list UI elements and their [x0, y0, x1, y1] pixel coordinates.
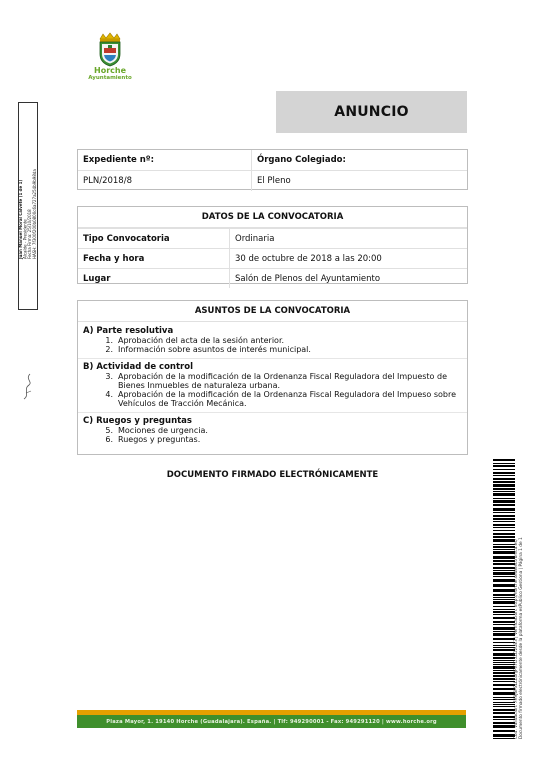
- datos-convocatoria-table: [77, 206, 468, 284]
- list-item: [83, 435, 462, 444]
- asuntos-content: [78, 322, 467, 444]
- page-title: ANUNCIO: [276, 91, 467, 133]
- list-item: [83, 336, 462, 345]
- organo-label: Órgano Colegiado:: [257, 155, 346, 165]
- section-divider: [78, 358, 467, 359]
- expediente-header-row: [78, 150, 467, 170]
- item-number: 6.: [105, 435, 113, 445]
- item-text: Información sobre asuntos de interés municipal.: [118, 345, 311, 355]
- list-item: [83, 426, 462, 435]
- row-label: Tipo Convocatoria: [78, 229, 230, 248]
- expediente-value-row: [78, 170, 467, 191]
- signature-text: [19, 103, 39, 263]
- item-text: Aprobación de la modificación de la Ordenanza Fiscal Reguladora del Impuesto de Bienes Inmuebles de naturaleza urbana.: [118, 371, 447, 390]
- table-row: [78, 268, 467, 288]
- signature-stamp: [18, 102, 38, 310]
- item-text: Aprobación de la modificación de la Ordenanza Fiscal Reguladora del Impueso sobre Vehículos de Tracción Mecánica.: [118, 390, 457, 409]
- organo-value: El Pleno: [257, 176, 291, 186]
- asuntos-title: ASUNTOS DE LA CONVOCATORIA: [78, 301, 467, 322]
- signature-signer: Juan Manuel Moral Calvete (1 de 1): [18, 179, 23, 259]
- footer-bar: Plaza Mayor, 1. 19140 Horche (Guadalajara). España. | Tlf: 949290001 - Fax: 949291120 | www.horche.org: [77, 715, 466, 728]
- table-row: [78, 228, 467, 248]
- list-item: [83, 390, 462, 409]
- signed-notice: DOCUMENTO FIRMADO ELECTRÓNICAMENTE: [166, 470, 379, 480]
- section-parte-resolutiva: [83, 326, 462, 355]
- item-number: 2.: [105, 345, 113, 355]
- item-number: 3.: [105, 371, 113, 381]
- section-actividad-control: [83, 362, 462, 409]
- crest-icon: [88, 32, 132, 68]
- datos-title: DATOS DE LA CONVOCATORIA: [78, 207, 467, 228]
- validation-text: [514, 459, 532, 739]
- signature-mark-icon: [21, 371, 35, 401]
- row-label: Fecha y hora: [78, 249, 230, 268]
- barcode-icon: [493, 459, 515, 739]
- expediente-label: Expediente nº:: [78, 150, 252, 170]
- validation-line-2: Documento firmado electrónicamente desde la plataforma esPublico Gestiona | Página 1 de 1: [519, 537, 524, 739]
- row-value: 30 de octubre de 2018 a las 20:00: [235, 253, 382, 264]
- expediente-table: [77, 149, 468, 190]
- validation-line-1: Cód. Validación: 7R9J6PSLLZ4hJPXYD5ZD2UE3 | Verificación: http://horche.sedelectronica.es/: [514, 539, 519, 739]
- list-item: [83, 372, 462, 391]
- section-divider: [78, 412, 467, 413]
- item-text: Ruegos y preguntas.: [118, 435, 201, 445]
- signature-hash: HASH: 7f300f200b0800c6a727a254b9b98da: [31, 169, 37, 259]
- section-ruegos-preguntas: [83, 416, 462, 445]
- expediente-value: PLN/2018/8: [78, 171, 252, 191]
- section-title: C) Ruegos y preguntas: [83, 415, 192, 426]
- item-text: Aprobación del acta de la sesión anterior.: [118, 336, 285, 345]
- section-title: B) Actividad de control: [83, 361, 193, 372]
- item-number: 1.: [105, 336, 113, 345]
- asuntos-convocatoria-box: [77, 300, 468, 455]
- item-text: Mociones de urgencia.: [118, 425, 208, 435]
- logo-name: Horche: [94, 66, 126, 75]
- section-title: A) Parte resolutiva: [83, 326, 174, 336]
- signature-role: Alcalde - Presidente: [22, 219, 28, 259]
- item-number: 5.: [105, 425, 113, 435]
- list-item: [83, 345, 462, 354]
- row-label: Lugar: [78, 269, 230, 288]
- row-value: Salón de Plenos del Ayuntamiento: [235, 273, 381, 284]
- row-value: Ordinaria: [235, 233, 275, 244]
- logo-subtitle: Ayuntamiento: [88, 75, 132, 81]
- item-number: 4.: [105, 390, 113, 400]
- table-row: [78, 248, 467, 268]
- signature-date: Fecha Firma: 25/10/2018: [27, 209, 33, 259]
